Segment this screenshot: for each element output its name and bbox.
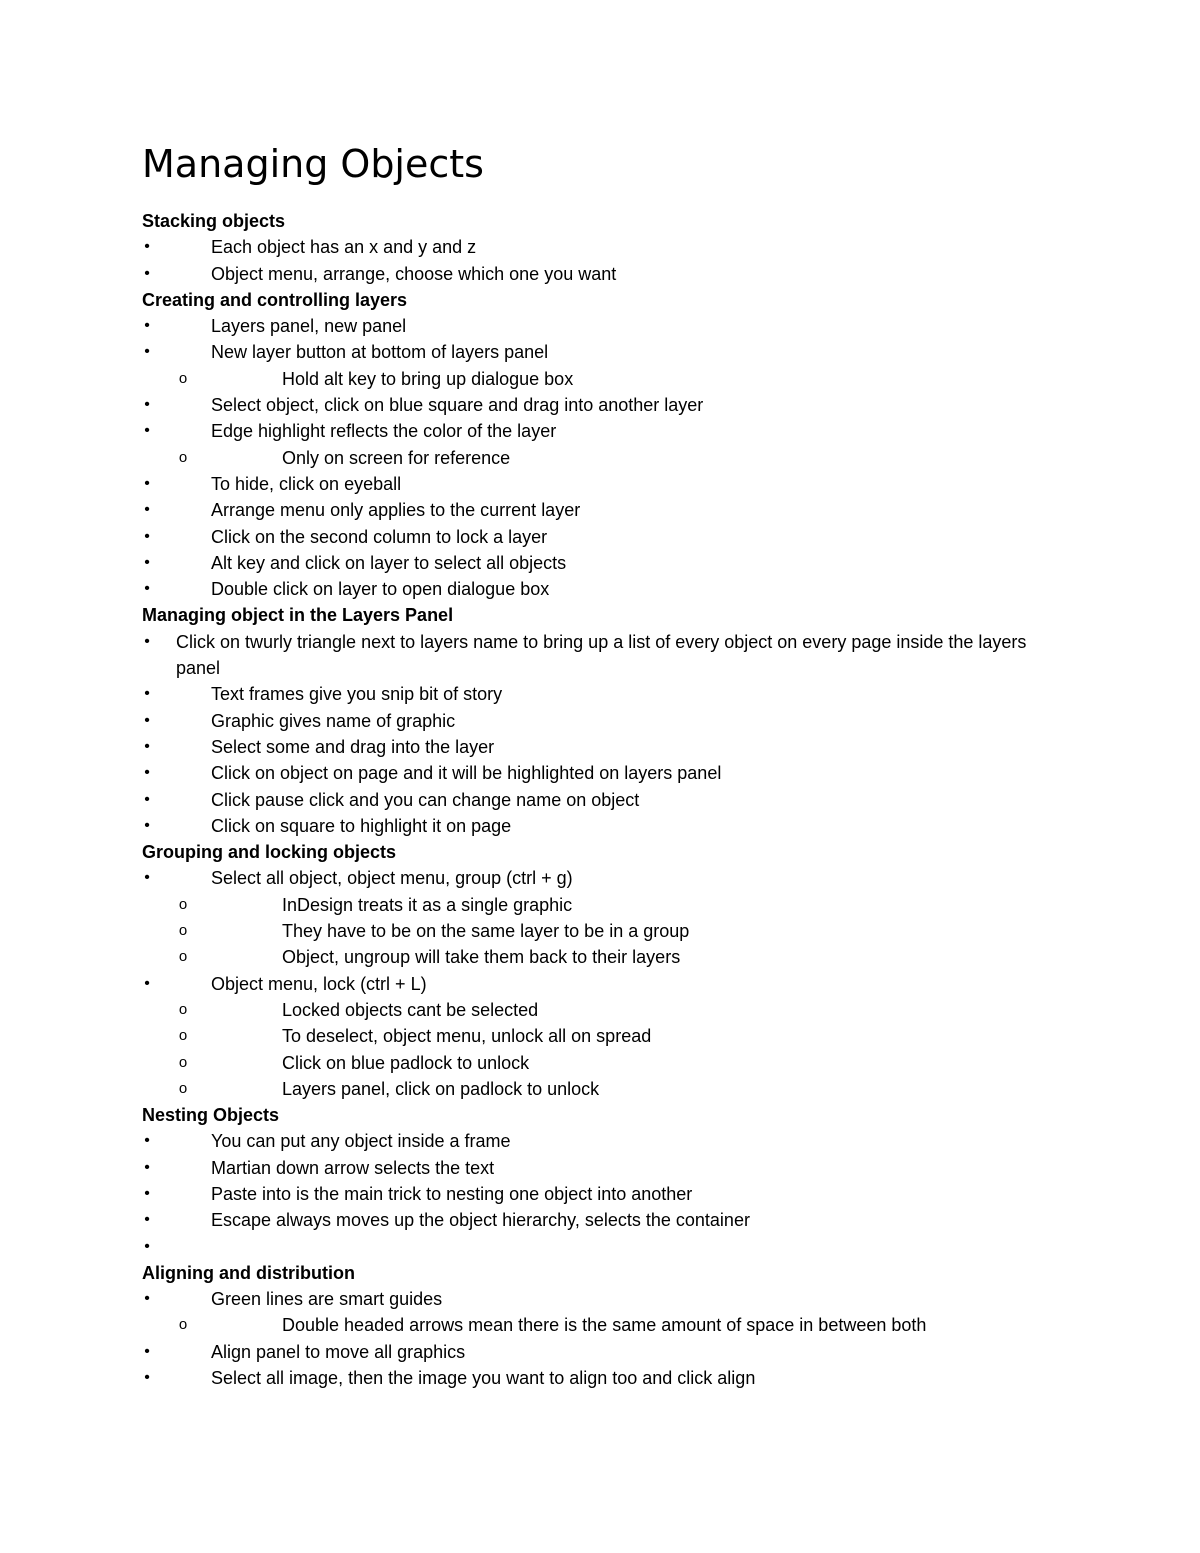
list-item <box>142 261 1072 287</box>
list-item-text: Object, ungroup will take them back to their layers <box>282 947 681 968</box>
list-item <box>142 524 1072 550</box>
list-item <box>142 813 1072 839</box>
bullet-icon: • <box>144 816 150 834</box>
sub-bullet-icon: o <box>178 1000 188 1018</box>
bullet-icon: • <box>144 1237 150 1255</box>
list-item-text: Locked objects cant be selected <box>282 999 539 1020</box>
list-item-text: Object menu, arrange, choose which one you want <box>211 263 617 284</box>
section-heading: Stacking objects <box>142 211 286 231</box>
bullet-icon: • <box>144 974 150 992</box>
list-item-text: New layer button at bottom of layers panel <box>211 342 549 363</box>
bullet-icon: • <box>144 553 150 571</box>
list-item <box>142 418 1072 444</box>
list-item <box>142 339 1072 365</box>
list-item-text: To deselect, object menu, unlock all on spread <box>282 1026 652 1047</box>
sub-list-item <box>142 1076 1072 1102</box>
sub-bullet-icon: o <box>178 448 188 466</box>
bullet-list <box>142 1286 1072 1391</box>
section-heading: Managing object in the Layers Panel <box>142 605 454 626</box>
list-item-text: Align panel to move all graphics <box>211 1341 466 1362</box>
list-item-text: Double headed arrows mean there is the same amount of space in between both <box>282 1315 927 1336</box>
list-item <box>142 1286 1072 1312</box>
sub-list-item <box>142 1023 1072 1049</box>
bullet-list <box>142 313 1072 602</box>
bullet-icon: • <box>144 527 150 545</box>
bullet-icon: • <box>144 264 150 282</box>
list-item-text: Hold alt key to bring up dialogue box <box>282 368 574 389</box>
list-item-text: Click on object on page and it will be highlighted on layers panel <box>211 763 722 784</box>
list-item-text: Edge highlight reflects the color of the layer <box>211 421 557 442</box>
list-item-text: Click pause click and you can change name on object <box>211 789 640 810</box>
list-item <box>142 550 1072 576</box>
sub-bullet-icon: o <box>178 922 188 940</box>
sub-bullet-icon: o <box>178 1027 188 1045</box>
sub-bullet-icon: o <box>178 369 188 387</box>
bullet-icon: • <box>144 1211 150 1229</box>
list-item <box>142 1181 1072 1207</box>
list-item <box>142 629 1072 682</box>
list-item <box>142 734 1072 760</box>
list-item-text: Select some and drag into the layer <box>211 736 495 757</box>
list-item-text: Martian down arrow selects the text <box>211 1157 495 1178</box>
list-item <box>142 576 1072 602</box>
bullet-list <box>142 1128 1072 1259</box>
list-item <box>142 1207 1072 1233</box>
section-heading: Grouping and locking objects <box>142 842 397 863</box>
list-item-text: Click on square to highlight it on page <box>211 815 512 836</box>
sub-bullet-icon: o <box>178 1316 188 1334</box>
list-item <box>142 681 1072 707</box>
bullet-icon: • <box>144 396 150 414</box>
list-item-text: Layers panel, new panel <box>211 316 407 337</box>
list-item <box>142 1365 1072 1391</box>
list-item <box>142 497 1072 523</box>
list-item-text: Click on the second column to lock a layer <box>211 526 548 547</box>
list-item-text: Select all object, object menu, group (ctrl + g) <box>211 868 573 889</box>
list-item-text: Double click on layer to open dialogue box <box>211 579 550 600</box>
bullet-icon: • <box>144 1342 150 1360</box>
list-item-text: Graphic gives name of graphic <box>211 710 456 731</box>
bullet-icon: • <box>144 1158 150 1176</box>
list-item <box>142 865 1072 891</box>
list-item-text: Arrange menu only applies to the current layer <box>211 500 581 521</box>
list-item <box>142 234 1072 260</box>
sub-list-item <box>142 1312 1072 1338</box>
sub-list-item <box>142 445 1072 471</box>
sub-bullet-icon: o <box>178 948 188 966</box>
list-item <box>142 708 1072 734</box>
bullet-icon: • <box>144 632 150 650</box>
section-heading: Creating and controlling layers <box>142 289 408 310</box>
bullet-icon: • <box>144 869 150 887</box>
list-item-text: Select all image, then the image you want to align too and click align <box>211 1368 756 1389</box>
list-item <box>142 1128 1072 1154</box>
list-item-text: Each object has an x and y and z <box>211 237 477 258</box>
list-item-text: To hide, click on eyeball <box>211 473 402 494</box>
list-item <box>142 392 1072 418</box>
list-item <box>142 760 1072 786</box>
list-item-text: Click on twurly triangle next to layers name to bring up a list of every object on every page inside the layers panel <box>176 631 1027 679</box>
list-item-text: Alt key and click on layer to select all objects <box>211 552 567 573</box>
sub-list-item <box>142 366 1072 392</box>
sub-list-item <box>142 918 1072 944</box>
sub-list-item <box>142 892 1072 918</box>
list-item-text: Escape always moves up the object hierarchy, selects the container <box>211 1210 750 1231</box>
bullet-icon: • <box>144 790 150 808</box>
bullet-icon: • <box>144 238 150 256</box>
bullet-icon: • <box>144 1369 150 1387</box>
list-item-text: Layers panel, click on padlock to unlock <box>282 1078 600 1099</box>
list-item-text: Select object, click on blue square and drag into another layer <box>211 395 704 416</box>
list-item <box>142 1155 1072 1181</box>
bullet-icon: • <box>144 1184 150 1202</box>
bullet-icon: • <box>144 343 150 361</box>
sub-bullet-icon: o <box>178 895 188 913</box>
bullet-list <box>142 234 1072 287</box>
bullet-icon: • <box>144 764 150 782</box>
list-item-text: Object menu, lock (ctrl + L) <box>211 973 427 994</box>
sub-list-item <box>142 944 1072 970</box>
sub-bullet-icon: o <box>178 1079 188 1097</box>
list-item <box>142 1339 1072 1365</box>
bullet-list <box>142 865 1072 1102</box>
list-item-text: Click on blue padlock to unlock <box>282 1052 530 1073</box>
sub-list-item <box>142 997 1072 1023</box>
bullet-icon: • <box>144 1132 150 1150</box>
page-title: Managing Objects <box>142 142 484 186</box>
list-item-text: You can put any object inside a frame <box>211 1131 511 1152</box>
list-item <box>142 787 1072 813</box>
list-item-text: Only on screen for reference <box>282 447 511 468</box>
list-item <box>142 971 1072 997</box>
bullet-icon: • <box>144 685 150 703</box>
list-item-text: Paste into is the main trick to nesting one object into another <box>211 1183 693 1204</box>
list-item-text: Text frames give you snip bit of story <box>211 684 503 705</box>
bullet-icon: • <box>144 501 150 519</box>
bullet-icon: • <box>144 737 150 755</box>
bullet-icon: • <box>144 580 150 598</box>
bullet-icon: • <box>144 711 150 729</box>
bullet-icon: • <box>144 317 150 335</box>
bullet-icon: • <box>144 474 150 492</box>
bullet-icon: • <box>144 422 150 440</box>
list-item <box>142 1234 1072 1260</box>
bullet-list <box>142 629 1072 839</box>
section-heading: Aligning and distribution <box>142 1262 355 1283</box>
sub-list-item <box>142 1050 1072 1076</box>
document-body <box>142 208 1072 1391</box>
list-item <box>142 471 1072 497</box>
list-item-text: InDesign treats it as a single graphic <box>282 894 573 915</box>
list-item <box>142 313 1072 339</box>
sub-bullet-icon: o <box>178 1053 188 1071</box>
list-item-text: They have to be on the same layer to be in a group <box>282 921 690 942</box>
bullet-icon: • <box>144 1290 150 1308</box>
section-heading: Nesting Objects <box>142 1105 280 1126</box>
list-item-text: Green lines are smart guides <box>211 1289 443 1310</box>
